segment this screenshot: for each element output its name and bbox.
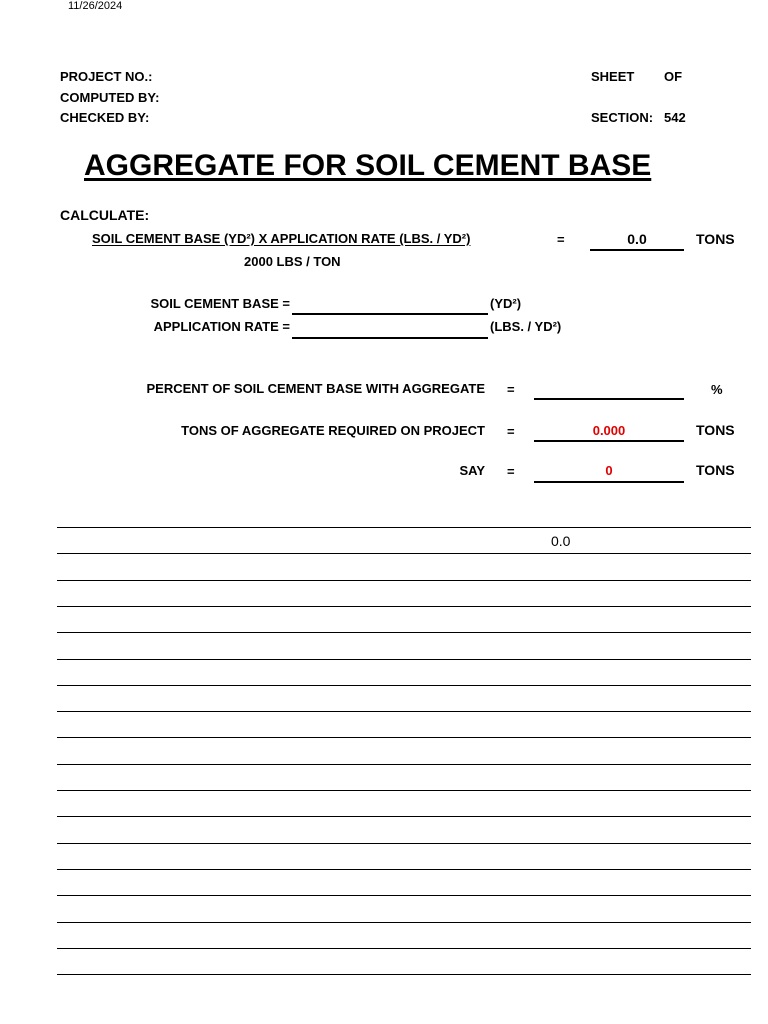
formula-result: 0.0 — [627, 231, 647, 247]
page-title: AGGREGATE FOR SOIL CEMENT BASE — [84, 149, 652, 182]
table-rule-line — [57, 895, 751, 896]
tons-required-label: TONS OF AGGREGATE REQUIRED ON PROJECT — [181, 423, 485, 438]
table-rule-line — [57, 527, 751, 528]
table-rule-line — [57, 790, 751, 791]
percent-label: PERCENT OF SOIL CEMENT BASE WITH AGGREGATE — [146, 381, 485, 396]
tons-required-equals: = — [507, 424, 515, 439]
table-rule-line — [57, 922, 751, 923]
table-rule-line — [57, 764, 751, 765]
say-label: SAY — [459, 463, 485, 478]
table-rule-line — [57, 580, 751, 581]
checked-by-label: CHECKED BY: — [60, 110, 150, 125]
percent-equals: = — [507, 382, 515, 397]
formula-result-line — [590, 249, 684, 251]
percent-unit: % — [711, 382, 723, 397]
table-rule-line — [57, 843, 751, 844]
of-label: OF — [664, 69, 683, 84]
table-rule-line — [57, 948, 751, 949]
calculate-label: CALCULATE: — [60, 207, 150, 223]
table-rule-line — [57, 737, 751, 738]
tons-required-line — [534, 440, 684, 442]
say-equals: = — [507, 464, 515, 479]
application-rate-unit: (LBS. / YD²) — [490, 319, 562, 334]
soil-cement-base-label: SOIL CEMENT BASE = — [150, 296, 290, 311]
table-rule-line — [57, 869, 751, 870]
formula-numerator: SOIL CEMENT BASE (YD²) X APPLICATION RATE (LBS. / YD²) — [92, 231, 471, 246]
table-rule-line — [57, 659, 751, 660]
say-value: 0 — [605, 463, 613, 478]
say-line — [534, 481, 684, 483]
percent-field[interactable] — [534, 398, 684, 400]
formula-denominator: 2000 LBS / TON — [244, 254, 341, 269]
table-rule-line — [57, 974, 751, 975]
table-rule-line — [57, 816, 751, 817]
sheet-label: SHEET — [591, 69, 635, 84]
project-no-label: PROJECT NO.: — [60, 69, 153, 84]
section-value: 542 — [664, 110, 686, 125]
application-rate-label: APPLICATION RATE = — [153, 319, 290, 334]
section-label: SECTION: — [591, 110, 654, 125]
tons-required-unit: TONS — [696, 422, 735, 438]
table-rule-line — [57, 711, 751, 712]
table-rule-line — [57, 632, 751, 633]
tons-required-value: 0.000 — [592, 423, 626, 438]
table-rule-line — [57, 553, 751, 554]
formula-equals: = — [557, 232, 565, 247]
computed-by-label: COMPUTED BY: — [60, 90, 160, 105]
table-rule-line — [57, 685, 751, 686]
soil-cement-base-field[interactable] — [292, 313, 488, 315]
print-date: 11/26/2024 — [68, 0, 123, 12]
table-rule-line — [57, 606, 751, 607]
say-unit: TONS — [696, 462, 735, 478]
table-row-value: 0.0 — [551, 533, 571, 549]
formula-unit: TONS — [696, 231, 735, 247]
soil-cement-base-unit: (YD²) — [490, 296, 522, 311]
application-rate-field[interactable] — [292, 337, 488, 339]
